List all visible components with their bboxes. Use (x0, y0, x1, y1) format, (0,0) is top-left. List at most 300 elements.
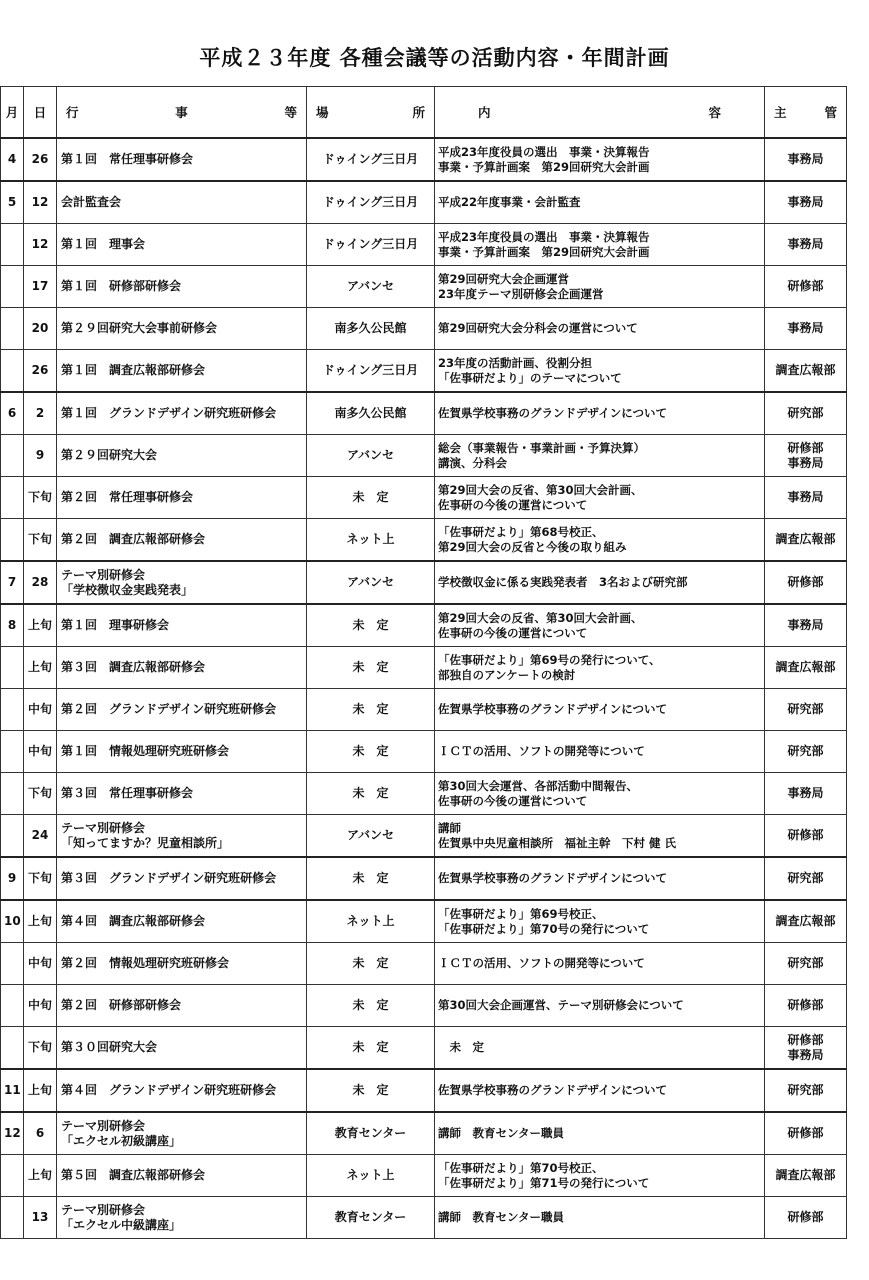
event-cell (57, 1112, 307, 1155)
day-cell-line: 2 (35, 406, 45, 420)
event-cell-line: 第１回 理事研修会 (61, 618, 170, 632)
day-cell (24, 731, 57, 773)
content-cell (435, 1112, 765, 1155)
day-cell-line: 26 (31, 152, 49, 166)
content-cell-line: 佐賀県学校事務のグランドデザインについて (438, 871, 667, 885)
place-cell (307, 604, 435, 647)
content-cell (435, 435, 765, 477)
event-cell-line: 第２９回研究大会事前研修会 (61, 321, 218, 335)
header-day: 日 (24, 87, 57, 139)
month-cell-line: 10 (4, 914, 21, 928)
place-cell (307, 1155, 435, 1197)
org-cell (765, 1112, 847, 1155)
day-cell (24, 1027, 57, 1070)
day-cell-line: 上旬 (27, 618, 52, 632)
day-cell (24, 604, 57, 647)
month-cell (1, 943, 24, 985)
place-cell-line: 未 定 (352, 956, 389, 970)
org-cell-line: 事務局 (787, 490, 824, 504)
content-cell (435, 689, 765, 731)
content-cell-line: 平成23年度役員の選出 事業・決算報告 (438, 229, 650, 244)
place-cell-line: アバンセ (346, 575, 395, 589)
place-cell-line: 南多久公民館 (334, 321, 407, 335)
place-cell-line: 未 定 (352, 702, 389, 716)
content-cell (435, 1069, 765, 1112)
event-cell-line: テーマ別研修会 (61, 567, 146, 582)
day-cell (24, 519, 57, 562)
header-place-char: 所 (412, 104, 425, 120)
event-cell-line: テーマ別研修会 (61, 820, 146, 835)
table-row (1, 1027, 847, 1070)
content-cell-line: 第29回研究大会企画運営 (438, 271, 570, 286)
month-cell (1, 985, 24, 1027)
event-cell-line: 第３回 調査広報部研修会 (61, 660, 206, 674)
day-cell (24, 985, 57, 1027)
month-cell (1, 392, 24, 435)
event-cell (57, 731, 307, 773)
month-cell (1, 435, 24, 477)
content-cell-line: 第30回大会企画運営、テーマ別研修会について (438, 998, 684, 1012)
content-cell (435, 985, 765, 1027)
content-cell (435, 773, 765, 815)
month-cell-line: 7 (7, 575, 17, 589)
event-cell-line: テーマ別研修会 (61, 1118, 146, 1133)
place-cell (307, 1027, 435, 1070)
org-cell-line: 研究部 (787, 871, 824, 885)
place-cell-line: ドゥイング三日月 (322, 195, 419, 209)
header-month: 月 (1, 87, 24, 139)
content-cell (435, 224, 765, 266)
place-cell (307, 138, 435, 181)
org-cell (765, 1197, 847, 1239)
org-cell-line: 調査広報部 (775, 660, 836, 674)
place-cell (307, 1112, 435, 1155)
table-row (1, 1197, 847, 1239)
event-cell-line: 第２回 研修部研修会 (61, 998, 182, 1012)
place-cell (307, 900, 435, 943)
month-cell-line: 9 (7, 871, 17, 885)
event-cell-line: 第１回 情報処理研究班研修会 (61, 744, 230, 758)
content-cell-line: 平成23年度役員の選出 事業・決算報告 (438, 144, 650, 159)
org-cell (765, 308, 847, 350)
place-cell (307, 731, 435, 773)
table-row (1, 985, 847, 1027)
day-cell (24, 1069, 57, 1112)
event-cell-line: 第２回 情報処理研究班研修会 (61, 956, 230, 970)
event-cell-line: 第２回 調査広報部研修会 (61, 532, 206, 546)
table-row (1, 773, 847, 815)
org-cell-line: 事務局 (787, 237, 824, 251)
content-cell-line: 23年度の活動計画、役割分担 (438, 355, 593, 370)
place-cell-line: 南多久公民館 (334, 406, 407, 420)
event-cell-line: 「エクセル初級講座」 (61, 1133, 182, 1148)
content-cell-line: 総会（事業報告・事業計画・予算決算） (438, 440, 645, 455)
day-cell (24, 815, 57, 858)
place-cell (307, 392, 435, 435)
content-cell-line: 講師 教育センター職員 (438, 1210, 565, 1224)
content-cell-line: 「佐事研だより」のテーマについて (438, 370, 622, 385)
table-row (1, 138, 847, 181)
org-cell-line: 研修部 (787, 1032, 824, 1047)
day-cell (24, 773, 57, 815)
day-cell (24, 435, 57, 477)
place-cell-line: アバンセ (346, 828, 395, 842)
org-cell-line: 事務局 (787, 786, 824, 800)
month-cell-line: 4 (7, 152, 17, 166)
place-cell-line: 未 定 (352, 744, 389, 758)
content-cell-line: 佐賀県中央児童相談所 福祉主幹 下村 健 氏 (438, 835, 677, 850)
org-cell (765, 224, 847, 266)
org-cell (765, 392, 847, 435)
org-cell (765, 773, 847, 815)
place-cell-line: ネット上 (346, 1168, 395, 1182)
content-cell-line: 講演、分科会 (438, 455, 507, 470)
org-cell (765, 519, 847, 562)
org-cell (765, 1027, 847, 1070)
place-cell (307, 519, 435, 562)
org-cell-line: 事務局 (787, 455, 824, 470)
org-cell (765, 985, 847, 1027)
org-cell-line: 研究部 (787, 406, 824, 420)
table-row (1, 1112, 847, 1155)
org-cell (765, 689, 847, 731)
content-cell-line: 「佐事研だより」第69号校正、 (438, 906, 604, 921)
place-cell-line: 未 定 (352, 998, 389, 1012)
org-cell-line: 研修部 (787, 828, 824, 842)
org-cell (765, 477, 847, 519)
org-cell-line: 研修部 (787, 575, 824, 589)
day-cell (24, 392, 57, 435)
content-cell-line: 事業・予算計画案 第29回研究大会計画 (438, 244, 650, 259)
content-cell-line: 「佐事研だより」第68号校正、 (438, 524, 604, 539)
event-cell (57, 1069, 307, 1112)
table-row (1, 900, 847, 943)
org-cell (765, 350, 847, 393)
table-row (1, 731, 847, 773)
org-cell (765, 435, 847, 477)
month-cell (1, 1155, 24, 1197)
place-cell-line: アバンセ (346, 279, 395, 293)
month-cell-line: 11 (4, 1083, 21, 1097)
month-cell (1, 689, 24, 731)
content-cell-line: 講師 教育センター職員 (438, 1126, 565, 1140)
month-cell (1, 181, 24, 224)
month-cell (1, 900, 24, 943)
org-cell-line: 調査広報部 (775, 1168, 836, 1182)
month-cell (1, 773, 24, 815)
event-cell (57, 266, 307, 308)
content-cell-line: 佐事研の今後の運営について (438, 625, 588, 640)
month-cell (1, 647, 24, 689)
org-cell-line: 事務局 (787, 618, 824, 632)
content-cell-line: 「佐事研だより」第70号校正、 (438, 1160, 604, 1175)
event-cell (57, 477, 307, 519)
event-cell (57, 604, 307, 647)
event-cell (57, 561, 307, 604)
table-row (1, 181, 847, 224)
content-cell-line: 佐賀県学校事務のグランドデザインについて (438, 702, 667, 716)
org-cell (765, 1069, 847, 1112)
content-cell (435, 604, 765, 647)
content-cell (435, 1155, 765, 1197)
place-cell (307, 477, 435, 519)
place-cell (307, 815, 435, 858)
month-cell (1, 815, 24, 858)
place-cell (307, 689, 435, 731)
org-cell-line: 研修部 (787, 440, 824, 455)
place-cell (307, 647, 435, 689)
day-cell (24, 900, 57, 943)
content-cell-line: 佐事研の今後の運営について (438, 497, 588, 512)
month-cell (1, 731, 24, 773)
org-cell (765, 857, 847, 900)
event-cell-line: 会計監査会 (61, 195, 122, 209)
event-cell-line: 第４回 調査広報部研修会 (61, 914, 206, 928)
org-cell-line: 研究部 (787, 1083, 824, 1097)
header-org-char: 管 (824, 104, 837, 120)
content-cell (435, 266, 765, 308)
org-cell (765, 647, 847, 689)
table-row (1, 392, 847, 435)
place-cell (307, 181, 435, 224)
place-cell-line: ネット上 (346, 914, 395, 928)
day-cell-line: 6 (35, 1126, 45, 1140)
org-cell (765, 138, 847, 181)
org-cell-line: 研修部 (787, 1126, 824, 1140)
day-cell (24, 561, 57, 604)
day-cell-line: 24 (31, 828, 49, 842)
org-cell (765, 266, 847, 308)
content-cell (435, 477, 765, 519)
month-cell (1, 857, 24, 900)
day-cell (24, 1197, 57, 1239)
content-cell-line: 第29回大会の反省、第30回大会計画、 (438, 482, 643, 497)
event-cell-line: 第５回 調査広報部研修会 (61, 1168, 206, 1182)
org-cell (765, 604, 847, 647)
content-cell-line: 未 定 (438, 1040, 484, 1054)
place-cell (307, 857, 435, 900)
day-cell (24, 857, 57, 900)
day-cell (24, 138, 57, 181)
org-cell (765, 943, 847, 985)
place-cell (307, 561, 435, 604)
content-cell-line: 部独自のアンケートの検討 (438, 667, 576, 682)
org-cell-line: 事務局 (787, 195, 824, 209)
org-cell-line: 調査広報部 (775, 532, 836, 546)
table-row (1, 647, 847, 689)
place-cell (307, 773, 435, 815)
event-cell-line: 第１回 理事会 (61, 237, 146, 251)
place-cell-line: 未 定 (352, 786, 389, 800)
org-cell-line: 研修部 (787, 1210, 824, 1224)
org-cell-line: 研修部 (787, 998, 824, 1012)
place-cell (307, 266, 435, 308)
month-cell (1, 561, 24, 604)
day-cell (24, 477, 57, 519)
content-cell-line: 「佐事研だより」第71号の発行について (438, 1175, 650, 1190)
place-cell-line: 未 定 (352, 1040, 389, 1054)
place-cell-line: 未 定 (352, 618, 389, 632)
content-cell (435, 519, 765, 562)
table-row (1, 815, 847, 858)
schedule-table (0, 86, 847, 1239)
place-cell-line: ドゥイング三日月 (322, 237, 419, 251)
place-cell-line: 教育センター (334, 1210, 407, 1224)
month-cell (1, 138, 24, 181)
content-cell-line: 平成22年度事業・会計監査 (438, 195, 581, 209)
table-row (1, 857, 847, 900)
month-cell-line: 8 (7, 618, 17, 632)
day-cell-line: 上旬 (27, 914, 52, 928)
day-cell-line: 下旬 (27, 1040, 52, 1054)
org-cell (765, 1155, 847, 1197)
month-cell (1, 604, 24, 647)
header-content-char: 容 (708, 104, 721, 120)
table-row (1, 943, 847, 985)
event-cell (57, 943, 307, 985)
month-cell (1, 224, 24, 266)
table-row (1, 435, 847, 477)
content-cell (435, 857, 765, 900)
day-cell-line: 28 (31, 575, 49, 589)
org-cell (765, 731, 847, 773)
event-cell-line: 「学校徴収金実践発表」 (61, 582, 194, 597)
org-cell-line: 事務局 (787, 152, 824, 166)
event-cell-line: 「エクセル中級講座」 (61, 1217, 182, 1232)
event-cell (57, 1155, 307, 1197)
org-cell-line: 事務局 (787, 1047, 824, 1062)
header-content-char: 内 (478, 104, 491, 120)
table-row (1, 604, 847, 647)
content-cell-line: ＩＣＴの活用、ソフトの開発等について (438, 956, 645, 970)
content-cell (435, 561, 765, 604)
event-cell (57, 181, 307, 224)
event-cell-line: 第１回 常任理事研修会 (61, 152, 194, 166)
event-cell-line: 第２９回研究大会 (61, 448, 158, 462)
place-cell-line: 未 定 (352, 660, 389, 674)
day-cell-line: 下旬 (27, 871, 52, 885)
event-cell-line: 第２回 常任理事研修会 (61, 490, 194, 504)
place-cell (307, 1069, 435, 1112)
content-cell-line: 第29回研究大会分科会の運営について (438, 321, 638, 335)
content-cell (435, 900, 765, 943)
event-cell (57, 350, 307, 393)
day-cell-line: 上旬 (27, 1168, 52, 1182)
org-cell-line: 調査広報部 (775, 363, 836, 377)
place-cell-line: ネット上 (346, 532, 395, 546)
day-cell-line: 9 (35, 448, 45, 462)
event-cell-line: 「知ってますか？児童相談所」 (61, 835, 230, 850)
month-cell-line: 5 (7, 195, 17, 209)
event-cell (57, 392, 307, 435)
content-cell (435, 308, 765, 350)
table-row (1, 224, 847, 266)
org-cell-line: 研修部 (787, 279, 824, 293)
org-cell (765, 561, 847, 604)
content-cell-line: 佐賀県学校事務のグランドデザインについて (438, 406, 667, 420)
event-cell-line: 第３回 常任理事研修会 (61, 786, 194, 800)
day-cell (24, 1155, 57, 1197)
event-cell (57, 647, 307, 689)
content-cell-line: 事業・予算計画案 第29回研究大会計画 (438, 159, 650, 174)
content-cell-line: 第30回大会運営、各部活動中間報告、 (438, 778, 639, 793)
day-cell (24, 1112, 57, 1155)
content-cell-line: 学校徴収金に係る実践発表者 3名および研究部 (438, 575, 688, 589)
table-row (1, 689, 847, 731)
content-cell (435, 392, 765, 435)
header-org-char: 主 (774, 104, 787, 120)
place-cell-line: アバンセ (346, 448, 395, 462)
day-cell-line: 上旬 (27, 660, 52, 674)
month-cell (1, 1112, 24, 1155)
place-cell-line: 未 定 (352, 1083, 389, 1097)
content-cell-line: 「佐事研だより」第69号の発行について、 (438, 652, 661, 667)
day-cell (24, 647, 57, 689)
content-cell-line: 講師 (438, 820, 461, 835)
content-cell (435, 731, 765, 773)
event-cell (57, 773, 307, 815)
day-cell-line: 26 (31, 363, 49, 377)
content-cell (435, 943, 765, 985)
content-cell (435, 815, 765, 858)
event-cell (57, 900, 307, 943)
header-row (1, 87, 847, 139)
content-cell-line: 佐賀県学校事務のグランドデザインについて (438, 1083, 667, 1097)
day-cell-line: 17 (31, 279, 49, 293)
month-cell (1, 308, 24, 350)
day-cell-line: 13 (31, 1210, 49, 1224)
page-title: 平成２３年度 各種会議等の活動内容・年間計画 (199, 46, 670, 70)
day-cell (24, 943, 57, 985)
place-cell-line: 未 定 (352, 490, 389, 504)
event-cell (57, 985, 307, 1027)
month-cell (1, 1027, 24, 1070)
table-row (1, 308, 847, 350)
table-row (1, 519, 847, 562)
month-cell-line: 12 (4, 1126, 21, 1140)
event-cell-line: 第３回 グランドデザイン研究班研修会 (61, 871, 277, 885)
content-cell-line: 23年度テーマ別研修会企画運営 (438, 286, 604, 301)
content-cell (435, 1027, 765, 1070)
table-row (1, 561, 847, 604)
content-cell-line: 第29回大会の反省、第30回大会計画、 (438, 610, 643, 625)
day-cell-line: 下旬 (27, 786, 52, 800)
event-cell-line: テーマ別研修会 (61, 1202, 146, 1217)
day-cell-line: 12 (31, 237, 49, 251)
header-place-char: 場 (316, 104, 329, 120)
day-cell-line: 下旬 (27, 490, 52, 504)
content-cell (435, 138, 765, 181)
day-cell (24, 224, 57, 266)
month-cell (1, 1069, 24, 1112)
org-cell-line: 事務局 (787, 321, 824, 335)
day-cell-line: 中旬 (27, 998, 52, 1012)
header-event-char: 行 (66, 104, 79, 120)
event-cell (57, 857, 307, 900)
header-content (435, 87, 765, 139)
day-cell-line: 20 (31, 321, 49, 335)
event-cell (57, 689, 307, 731)
day-cell (24, 181, 57, 224)
day-cell-line: 12 (31, 195, 49, 209)
header-event (57, 87, 307, 139)
org-cell (765, 900, 847, 943)
content-cell-line: ＩＣＴの活用、ソフトの開発等について (438, 744, 645, 758)
org-cell-line: 研究部 (787, 702, 824, 716)
org-cell-line: 研究部 (787, 956, 824, 970)
place-cell (307, 308, 435, 350)
schedule-rows (1, 138, 847, 1239)
